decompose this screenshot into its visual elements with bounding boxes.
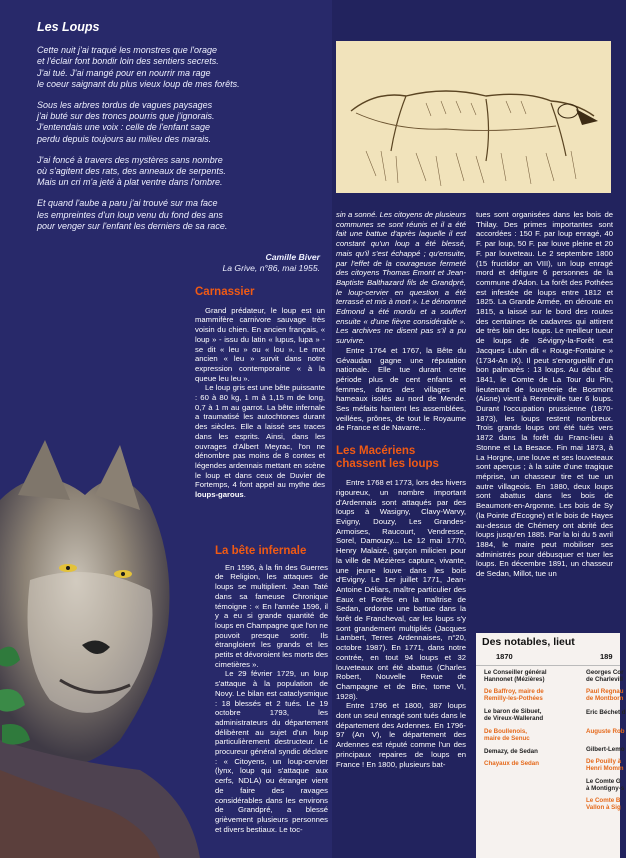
notable-entry: De Boullenois, <box>484 728 527 735</box>
notable-entry: Eric Béchet d <box>586 709 626 716</box>
notable-entry: Le Comte G <box>586 778 621 785</box>
carnassier-text-end: . <box>243 490 246 500</box>
notables-year-left: 1870 <box>496 652 513 661</box>
notables-year-right: 189 <box>600 652 613 661</box>
notable-entry: Le Comte B <box>586 797 621 804</box>
bete-infernale-section <box>215 547 328 834</box>
column-macerien <box>336 210 466 769</box>
col3-paragraph: sin a sonné. Les citoyens de plusieurs communes se sont réunis et il a été fait une battue d'après laquelle il est constant qu'un loup a été blessé, mais qu'il s'est échappé ; qu'ensuite, par l'effet de la courageuse fermeté des citoyens Thomas Emont et Jean-Baptiste Balthazard fils de Grandpré, le loup-cervier en question a été terrassé et mis à mort ». Le dénommé Edmond a été mordu et a souffert ensuite « d'une fièvre considérable ». Les archives ne disent pas s'il a pu survivre. <box>336 210 466 346</box>
poem-line: Et quand l'aube a paru j'ai trouvé sur ma face <box>37 198 218 209</box>
notable-entry: Le baron de Sibuet, <box>484 708 542 715</box>
poem-line: où s'agitent des rats, des anneaux de serpents. <box>37 166 226 177</box>
poem-line: J'ai foncé à travers des mystères sans nombre <box>37 154 223 165</box>
notable-entry: De Pouilly à <box>586 758 622 765</box>
bete-paragraph: Le 29 février 1729, un loup s'attaque à la population de Novy. Le bilan est cataclysmique : 18 blessés et 2 tués. Le 19 octobre 1793, les administrateurs du département délibèrent au sujet d'un loup particulièrement destructeur. Le procureur général syndic déclare : « Citoyens, un loup-cervier (lynx, loup qui s'attaque aux cerfs, NDLA) ou étranger vient de faire des ravages considérables dans les environs de Grandpré, a blessé grièvement plusieurs personnes et divers bestiaux. Le toc- <box>215 669 328 834</box>
notable-entry: maire de Senuc <box>484 735 530 742</box>
poem-signature <box>200 252 320 274</box>
poem-line: J'entendais une voix : celle de l'enfant sage <box>37 122 211 133</box>
poem-line: J'ai tué. J'ai mangé pour en nourrir ma rage <box>37 67 211 78</box>
loups-garous-term: loups-garous <box>195 490 244 500</box>
poem-stanza <box>37 100 327 145</box>
notables-divider <box>476 665 620 666</box>
col3-paragraph: Entre 1768 et 1773, lors des hivers rigoureux, un nombre important d'Ardennais sont attaqués par des loups à Wasigny, Clavy-Warvy, Evigny, Douzy, Les Grandes-Armoises, Raucourt, Vendresse, Sorel, Damouzy... Le 12 mai 1770, Henry Malaizé, garçon milicien pour la ville de Mézières capture, vivante, une jeune louve dans les bois d'Evigny. Le 1er juillet 1771, Jean-Antoine Déliars, maître particulier des Eaux et Forêts en la maîtrise de Sedan, ordonne une battue dans la forêt de Francheval, car les loups s'y sont grandement multipliés (Jacques Lambert, Terres Ardennaises, n°20, octobre 1987). En 1771, dans notre contrée, en tout 94 loups et 32 louveteaux ont été abattus (Charles Robert, Nouvelle Revue de Champagne et de Brie, tome VI, 1928). <box>336 478 466 701</box>
poem-author: Camille Biver <box>265 252 320 262</box>
notable-entry: Le Conseiller général <box>484 669 547 676</box>
notable-entry: De Baffroy, maire de <box>484 688 544 695</box>
wolf-sketch <box>336 41 611 193</box>
col3-paragraph: Entre 1764 et 1767, la Bête du Gévaudan gagne une réputation nationale. Elle tue durant cette période plus de cent enfants et femmes, dans des villages et hameaux isolés au nord de Mende. Ses méfaits hantent les assemblées, veillées, prônes, de tout le Royaume de France et de Navarre... <box>336 345 466 433</box>
notable-entry: de Vireux-Wallerand <box>484 715 544 722</box>
notable-entry: de Charlevill <box>586 676 623 683</box>
carnassier-paragraph: Grand prédateur, le loup est un mammifère carnivore sauvage très voisin du chien. En ancien français, « loup » - issu du latin « lupus, lupa » - se dit « leu » ou « lou ». Le mot ancien « leu » survit dans notre expression contemporaine « à la queue leu leu ». <box>195 305 325 383</box>
poem-line: pour venger sur l'enfant les derniers de sa race. <box>37 220 228 231</box>
col3-paragraph: Entre 1796 et 1800, 387 loups dont un seul enragé sont tués dans le département des Ardennes. En 1796-97 (An V), le département des Ardennes est réputé comme l'un des principaux repaires de loups en France ! En 1800, plusieurs bat- <box>336 701 466 769</box>
poem-line: perdu depuis toujours au milieu des marais. <box>37 133 212 144</box>
poem-stanza <box>37 198 327 232</box>
poem-line: Cette nuit j'ai traqué les monstres que l'orage <box>37 45 218 56</box>
notable-entry: Henri Momm <box>586 765 624 772</box>
maceriens-heading: Les Macériens chassent les loups <box>336 445 439 471</box>
column-right <box>476 210 613 579</box>
carnassier-paragraph <box>195 383 325 499</box>
notable-entry: Chayaux de Sedan <box>484 760 540 767</box>
col4-paragraph: tues sont organisées dans les bois de Thilay. Des primes importantes sont accordées : 150 F. par loup enragé, 40 F. par loup, 50 F. par louve pleine et 20 F. par louveteau. Le 2 septembre 1800 (15 fructidor an VIII), un loup enragé mord et défigure 6 personnes de la commune d'Adon. La forêt des Pothées est infestée de loups entre 1812 et 1825. La Grande Armée, en déroute en 1815, a laissé sur le bord des routes des centaines de cadavres qui attirent de très loin des loups. Le meilleur tueur de loups de Sévigny-la-Forêt est Jacques Lubin dit « Rouge-Fontaine » (1734-An IX). Il peut s'enorgueillir d'un bon palmarès : 13 loups. Au début de 1841, le Comte de La Tour du Pin, lieutenant de louveterie de Bosmont (Aisne) vient à Renneville tuer 6 loups. Durant l'occupation prussienne (1870-1873), les loups restent nombreux. Trois grands loups ont été tués vers 1872 dans la forêt du Franc-lieu à Stonne et La Besace. Fin mai 1873, à La Horgne, une louve et ses louveteaux sont aperçus ; à la suite d'une tragique méprise, un chasseur tire et tue un autre villageois. En 1880, deux loups sont abattus dans les bois de Beaumont-en-Argonne. Les bois de Sy (la Pointe d'Ecogne) et le bois de Hayes au-dessus de Chémery ont abrité des loups jusqu'en 1885. Par la loi du 5 avril 1884, le maire peut mobiliser ses administrés pour débusquer et tuer les loups. En décembre 1891, un chasseur de Sedan, Millot, tue un <box>476 210 613 579</box>
poem-title: Les Loups <box>37 20 100 34</box>
poem-source: La Grive, n°86, mai 1955. <box>222 263 320 273</box>
poem-stanza <box>37 45 327 90</box>
notable-entry: à Montigny-s <box>586 785 625 792</box>
notable-entry: Vallon à Sig <box>586 804 621 811</box>
notables-title: Des notables, lieut <box>482 636 575 648</box>
poem-line: Sous les arbres tordus de vagues paysages <box>37 100 213 111</box>
bete-paragraph: En 1596, à la fin des Guerres de Religion, les attaques de loups se multiplient. Jean Taté dans sa fameuse Chronique témoigne : « En l'année 1596, il y a eu si grande quantité de loups en Champagne que l'on ne pouvoit presque sortir. Ils étrangloient les grands et les petits et dévoroient les morts des cimetières ». <box>215 562 328 669</box>
poem-stanza <box>37 155 327 189</box>
notable-entry: de Montborn <box>586 695 624 702</box>
notable-entry: Demazy, de Sedan <box>484 748 538 755</box>
poem-line: et l'éclair font bondir loin des sentiers secrets. <box>37 56 219 67</box>
notable-entry: Remilly-les-Pothées <box>484 695 543 702</box>
carnassier-section <box>195 288 325 500</box>
poem-line: Mais un cri m'a jeté à plat ventre dans l'ombre. <box>37 177 223 188</box>
poem-line: j'ai buté sur des troncs pourris que j'ignorais. <box>37 111 215 122</box>
notable-entry: Georges Cor <box>586 669 624 676</box>
notable-entry: Gilbert-Lemo <box>586 746 625 753</box>
poem-line: le coeur saignant du plus vieux loup de mes forêts. <box>37 78 240 89</box>
notable-entry: Auguste Rob <box>586 728 625 735</box>
wolf-painting <box>0 440 230 858</box>
poem-line: les empreintes d'un loup venu du fond des ans <box>37 209 223 220</box>
notable-entry: Hannonet (Mézières) <box>484 676 545 683</box>
carnassier-heading: Carnassier <box>195 286 255 298</box>
poem-block <box>37 22 327 242</box>
notable-entry: Paul Regnau <box>586 688 624 695</box>
notables-box <box>476 633 626 858</box>
carnassier-text: Le loup gris est une bête puissante : 60 à 80 kg, 1 m à 1,15 m de long, 0,7 à 1 m au garrot. La bête infernale a traumatisé les autochtones durant des siècles. Elle a laissé ses traces dans les esprits. Ainsi, dans les ouvrages d'Albert Meyrac, l'on ne dénombre pas moins de 8 contes et légendes ardennais mettant en scène le loup et dans ceux de Duvier de Fortemps, 4 font appel au mythe des <box>195 383 325 490</box>
bete-infernale-heading: La bête infernale <box>215 545 307 557</box>
